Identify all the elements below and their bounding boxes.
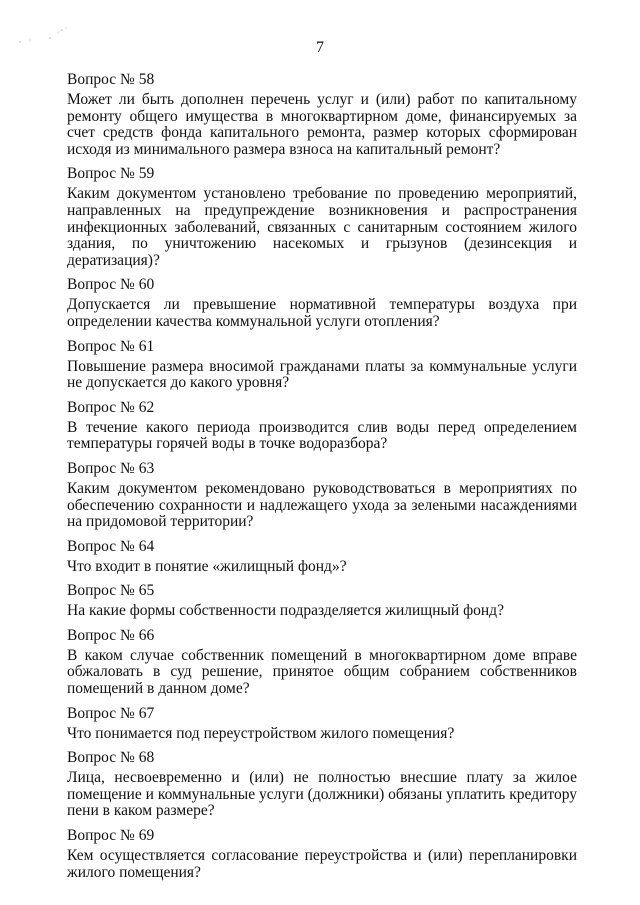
question-text: Повышение размера вносимой гражданами платы за коммунальные услуги не допускается до какого уровня? (67, 357, 577, 392)
question-64 (67, 537, 577, 576)
question-text: На какие формы собственности подразделяется жилищный фонд? (67, 602, 504, 620)
page-number: 7 (316, 39, 324, 56)
question-heading: Вопрос № 62 (67, 398, 155, 416)
question-heading: Вопрос № 67 (67, 704, 155, 722)
question-text: Что входит в понятие «жилищный фонд»? (67, 557, 347, 575)
question-61 (67, 337, 577, 392)
question-text: Что понимается под переустройством жилого помещения? (67, 724, 455, 742)
question-text: Лица, несвоевременно и (или) не полностью внесшие плату за жилое помещение и коммунальные услуги (должники) обязаны уплатить кредитору пени в каком размере? (67, 769, 577, 820)
question-69 (67, 826, 577, 881)
question-62 (67, 398, 577, 453)
question-heading: Вопрос № 65 (67, 582, 155, 600)
question-heading: Вопрос № 60 (67, 276, 155, 294)
question-text: Кем осуществляется согласование переустройства и (или) перепланировки жилого помещения? (67, 847, 577, 881)
question-60 (67, 275, 577, 330)
question-63 (67, 459, 577, 531)
question-heading: Вопрос № 58 (67, 71, 155, 88)
question-58 (67, 70, 577, 158)
question-heading: Вопрос № 66 (67, 626, 155, 644)
question-heading: Вопрос № 69 (67, 827, 155, 845)
question-68 (67, 748, 577, 820)
question-text: В каком случае собственник помещений в многоквартирном доме вправе обжаловать в суд решение, принятое общим собранием собственников помещений в данном доме? (67, 646, 577, 698)
questions-list (67, 70, 577, 887)
question-text: Каким документом рекомендовано руководствоваться в мероприятиях по обеспечению сохранности и надлежащего ухода за зелеными насаждениями на придомовой территории? (67, 479, 577, 531)
question-heading: Вопрос № 64 (67, 537, 155, 555)
question-67 (67, 704, 577, 743)
question-heading: Вопрос № 63 (67, 459, 155, 477)
question-text: В течение какого периода производится слив воды перед определением температуры горячей воды в точке водоразбора? (67, 418, 577, 453)
question-heading: Вопрос № 68 (67, 749, 155, 767)
question-heading: Вопрос № 59 (67, 165, 155, 183)
question-59 (67, 164, 577, 269)
question-text: Каким документом установлено требование по проведению мероприятий, направленных на предупреждение возникновения и распространения инфекционных заболеваний, связанных с санитарным состоянием жилого здания, по уничтожению насекомых и грызунов (дезинсекция и дератизация)? (67, 185, 577, 269)
question-text: Допускается ли превышение нормативной температуры воздуха при определении качества коммунальной услуги отопления? (67, 296, 577, 330)
question-65 (67, 581, 577, 620)
question-text: Может ли быть дополнен перечень услуг и (или) работ по капитальному ремонту общего имущества в многоквартирном доме, финансируемых за счет средств фонда капитального ремонта, размер которых сформирован исходя из минимального размера взноса на капитальный ремонт? (67, 91, 577, 158)
question-heading: Вопрос № 61 (67, 337, 155, 355)
question-66 (67, 626, 577, 698)
